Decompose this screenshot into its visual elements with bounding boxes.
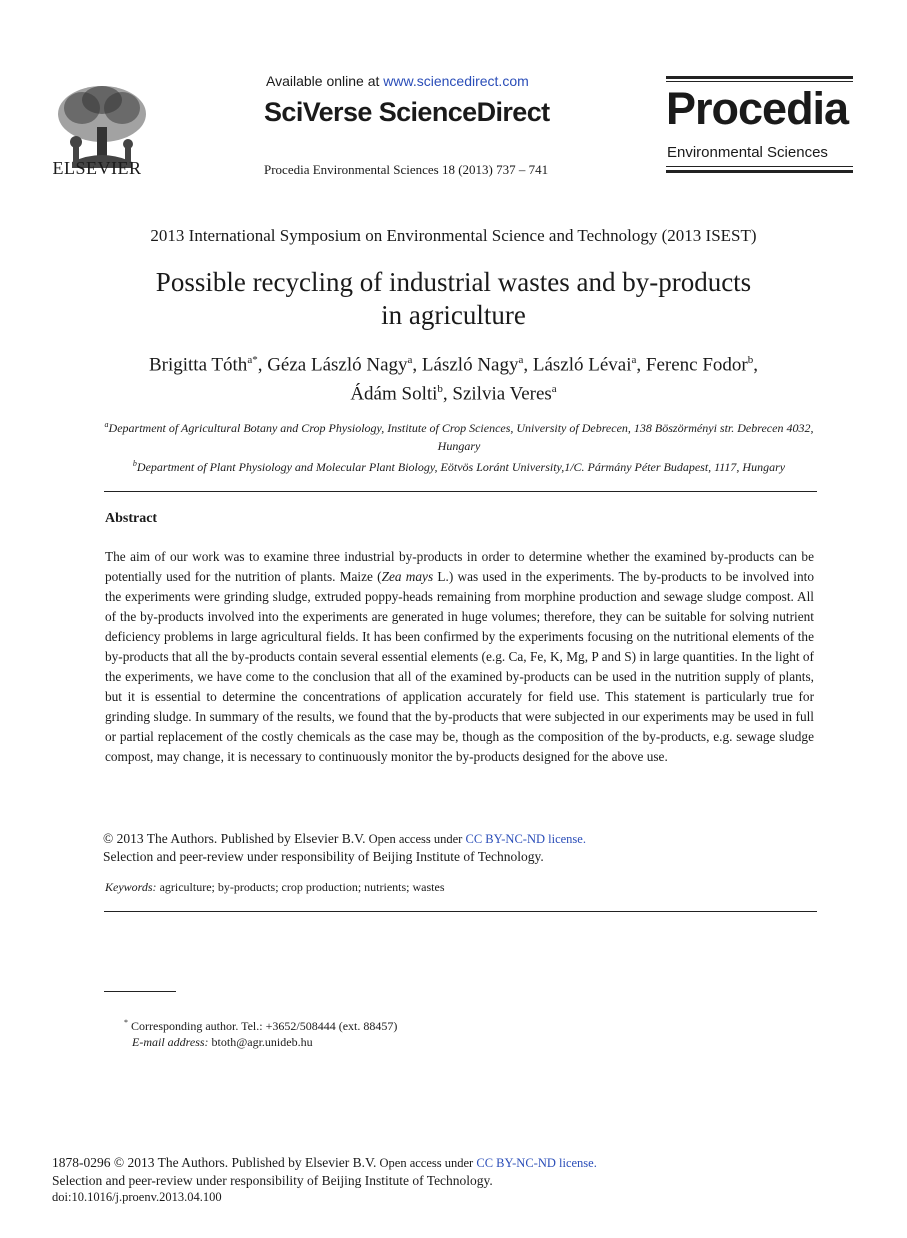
abstract-body xyxy=(105,547,814,767)
copyright-notice xyxy=(103,830,823,865)
availability-line xyxy=(266,73,529,89)
affiliation-mark: b xyxy=(132,459,137,468)
license-link[interactable]: CC BY-NC-ND license. xyxy=(476,1156,597,1170)
author-affiliation-mark: a xyxy=(631,354,637,366)
author-separator: , xyxy=(636,354,646,376)
keywords-values: agriculture; by-products; crop production; nutrients; wastes xyxy=(156,880,445,894)
author-affiliation-mark: a xyxy=(518,354,524,366)
author-affiliation-mark: b xyxy=(437,383,443,396)
publisher-name: ELSEVIER xyxy=(52,158,142,178)
footnote xyxy=(124,1015,397,1050)
author-affiliation-mark: b xyxy=(747,354,754,366)
species-name: Zea mays xyxy=(381,569,434,584)
affiliation-text: Department of Agricultural Botany and Crop Physiology, Institute of Crop Sciences, University of Debrecen, 138 Böszörményi str. Debrecen 4032, Hungary xyxy=(108,421,814,453)
author-name: Ádám Solti xyxy=(350,383,438,405)
author-name: László Lévai xyxy=(532,354,632,376)
author-name: Brigitta Tóth xyxy=(148,354,248,376)
section-divider-top xyxy=(104,491,817,492)
page-footer xyxy=(52,1154,597,1206)
author-separator: , xyxy=(412,354,422,376)
author-name: Szilvia Veres xyxy=(452,383,552,405)
footer-issn-copyright: 1878-0296 © 2013 The Authors. Published by Elsevier B.V. xyxy=(52,1155,377,1170)
symposium-name: 2013 International Symposium on Environmental Science and Technology (2013 ISEST) xyxy=(150,226,757,245)
peer-review-line: Selection and peer-review under responsibility of Beijing Institute of Technology. xyxy=(103,849,544,864)
affiliations xyxy=(100,416,818,477)
copyright-line: © 2013 The Authors. Published by Elsevier B.V. xyxy=(103,831,366,846)
open-access-label: Open access under xyxy=(365,832,466,846)
author-name: Ferenc Fodor xyxy=(645,354,748,376)
affiliation-b xyxy=(100,455,818,477)
footnote-rule xyxy=(104,991,176,992)
platform-name: SciVerse ScienceDirect xyxy=(264,97,550,127)
open-access-label: Open access under xyxy=(376,1156,477,1170)
author-affiliation-mark: a* xyxy=(247,354,258,366)
section-divider-bottom xyxy=(104,911,817,912)
author-affiliation-mark: a xyxy=(551,383,557,396)
author-separator: , xyxy=(257,354,268,376)
author-separator: , xyxy=(753,354,759,376)
footer-peer-review: Selection and peer-review under responsibility of Beijing Institute of Technology. xyxy=(52,1173,493,1188)
sciencedirect-link[interactable]: www.sciencedirect.com xyxy=(383,73,529,89)
abstract-text-part: L.) was used in the experiments. The by-products to be involved into the experiments were grinding sludge, extruded poppy-heads remaining from morphine production and sewage sludge compost. All of the by-products involved into the experiments are generated in huge volumes; therefore, they can be suitable for solving nutrient deficiency problems in large agricultural fields. It has been confirmed by the experiments focusing on the nutritional elements of the by-products that all the by-products contain several essential elements (e.g. Ca, Fe, K, Mg, P and S) in large quantities. In the light of the experiments, we have come to the conclusion that all of the examined by-products can be used in the nutrition supply of plants, but it is essential to determine the concentrations of application accurately for field use. This statement is particularly true for grinding sludge. In summary of the results, we found that the by-products that were subjected in our experiments may be used in full or partial replacement of the costly chemicals as the case may be, though as the composition of the by-products, e.g. sewage sludge compost, may change, it is necessary to continuously monitor the by-products designed for the above use. xyxy=(105,569,814,764)
keywords xyxy=(105,880,445,895)
license-link[interactable]: CC BY-NC-ND license. xyxy=(465,832,586,846)
footnote-mark: * xyxy=(124,1018,128,1027)
journal-brand-box xyxy=(666,76,853,176)
author-affiliation-mark: a xyxy=(407,354,413,366)
author-name: László Nagy xyxy=(421,354,519,376)
author-name: Géza László Nagy xyxy=(267,354,408,376)
abstract-text-part: The aim of our work was to examine three industrial by-products in order to determine whether the examined by-products can be potentially used for the nutrition of plants. Maize ( xyxy=(105,549,814,584)
affiliation-mark: a xyxy=(104,420,109,429)
email-label: E-mail address: xyxy=(132,1035,209,1049)
journal-reference: Procedia Environmental Sciences 18 (2013) 737 – 741 xyxy=(264,162,549,177)
corresponding-author: Corresponding author. Tel.: +3652/508444 (ext. 88457) xyxy=(128,1019,398,1033)
journal-subtitle: Environmental Sciences xyxy=(667,144,828,161)
article-title-line-2: in agriculture xyxy=(381,300,526,330)
abstract-heading: Abstract xyxy=(105,511,158,526)
author-list xyxy=(90,348,817,407)
author-separator: , xyxy=(523,354,533,376)
keywords-label: Keywords: xyxy=(105,880,157,894)
journal-brand: Procedia xyxy=(666,83,849,134)
doi[interactable]: doi:10.1016/j.proenv.2013.04.100 xyxy=(52,1190,222,1204)
affiliation-a xyxy=(100,416,818,455)
email-address[interactable]: btoth@agr.unideb.hu xyxy=(208,1035,313,1049)
article-title xyxy=(100,266,807,332)
availability-prefix: Available online at xyxy=(266,73,384,89)
article-title-line-1: Possible recycling of industrial wastes and by-products xyxy=(155,267,752,297)
affiliation-text: Department of Plant Physiology and Molecular Plant Biology, Eötvös Loránt University,1/C. Pármány Péter Budapest, 1117, Hungary xyxy=(136,460,786,474)
author-separator: , xyxy=(442,383,453,405)
